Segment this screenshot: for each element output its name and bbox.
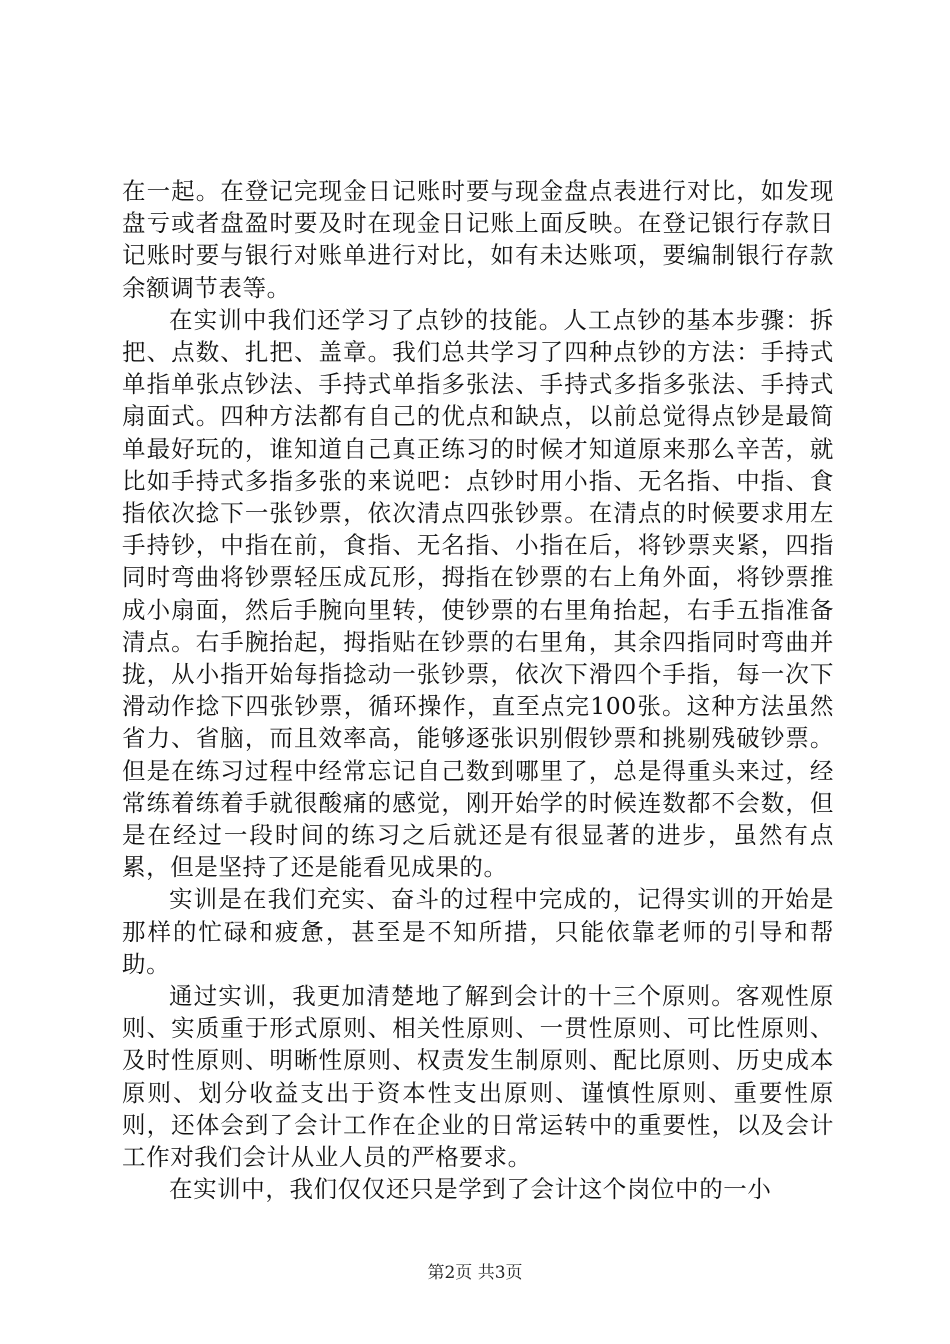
- body-text: [122, 175, 834, 1206]
- paragraph-continuation: 在一起。在登记完现金日记账时要与现金盘点表进行对比，如发现盘亏或者盘盈时要及时在现金日记账上面反映。在登记银行存款日记账时要与银行对账单进行对比，如有未达账项，要编制银行存款余额调节表等。: [122, 177, 834, 302]
- page-number-footer: 第2页 共3页: [427, 1263, 523, 1283]
- paragraph-training-process: 实训是在我们充实、奋斗的过程中完成的，记得实训的开始是那样的忙碌和疲惫，甚至是不知所措，只能依靠老师的引导和帮助。: [122, 885, 834, 978]
- paragraph-closing: 在实训中，我们仅仅还只是学到了会计这个岗位中的一小: [169, 1175, 772, 1204]
- paragraph-accounting-principles: 通过实训，我更加清楚地了解到会计的十三个原则。客观性原则、实质重于形式原则、相关性原则、一贯性原则、可比性原则、及时性原则、明晰性原则、权责发生制原则、配比原则、历史成本原则、划分收益支出于资本性支出原则、谨慎性原则、重要性原则，还体会到了会计工作在企业的日常运转中的重要性，以及会计工作对我们会计从业人员的严格要求。: [122, 982, 834, 1172]
- paragraph-cash-counting: 在实训中我们还学习了点钞的技能。人工点钞的基本步骤：拆把、点数、扎把、盖章。我们总共学习了四种点钞的方法：手持式单指单张点钞法、手持式单指多张法、手持式多指多张法、手持式扇面式。四种方法都有自己的优点和缺点，以前总觉得点钞是最简单最好玩的，谁知道自己真正练习的时候才知道原来那么辛苦，就比如手持式多指多张的来说吧：点钞时用小指、无名指、中指、食指依次捻下一张钞票，依次清点四张钞票。在清点的时候要求用左手持钞，中指在前，食指、无名指、小指在后，将钞票夹紧，四指同时弯曲将钞票轻压成瓦形，拇指在钞票的右上角外面，将钞票推成小扇面，然后手腕向里转，使钞票的右里角抬起，右手五指准备清点。右手腕抬起，拇指贴在钞票的右里角，其余四指同时弯曲并拢，从小指开始每指捻动一张钞票，依次下滑四个手指，每一次下滑动作捻下四张钞票，循环操作，直至点完100张。这种方法虽然省力、省脑，而且效率高，能够逐张识别假钞票和挑剔残破钞票。但是在练习过程中经常忘记自己数到哪里了，总是得重头来过，经常练着练着手就很酸痛的感觉，刚开始学的时候连数都不会数，但是在经过一段时间的练习之后就还是有很显著的进步，虽然有点累，但是坚持了还是能看见成果的。: [122, 305, 834, 882]
